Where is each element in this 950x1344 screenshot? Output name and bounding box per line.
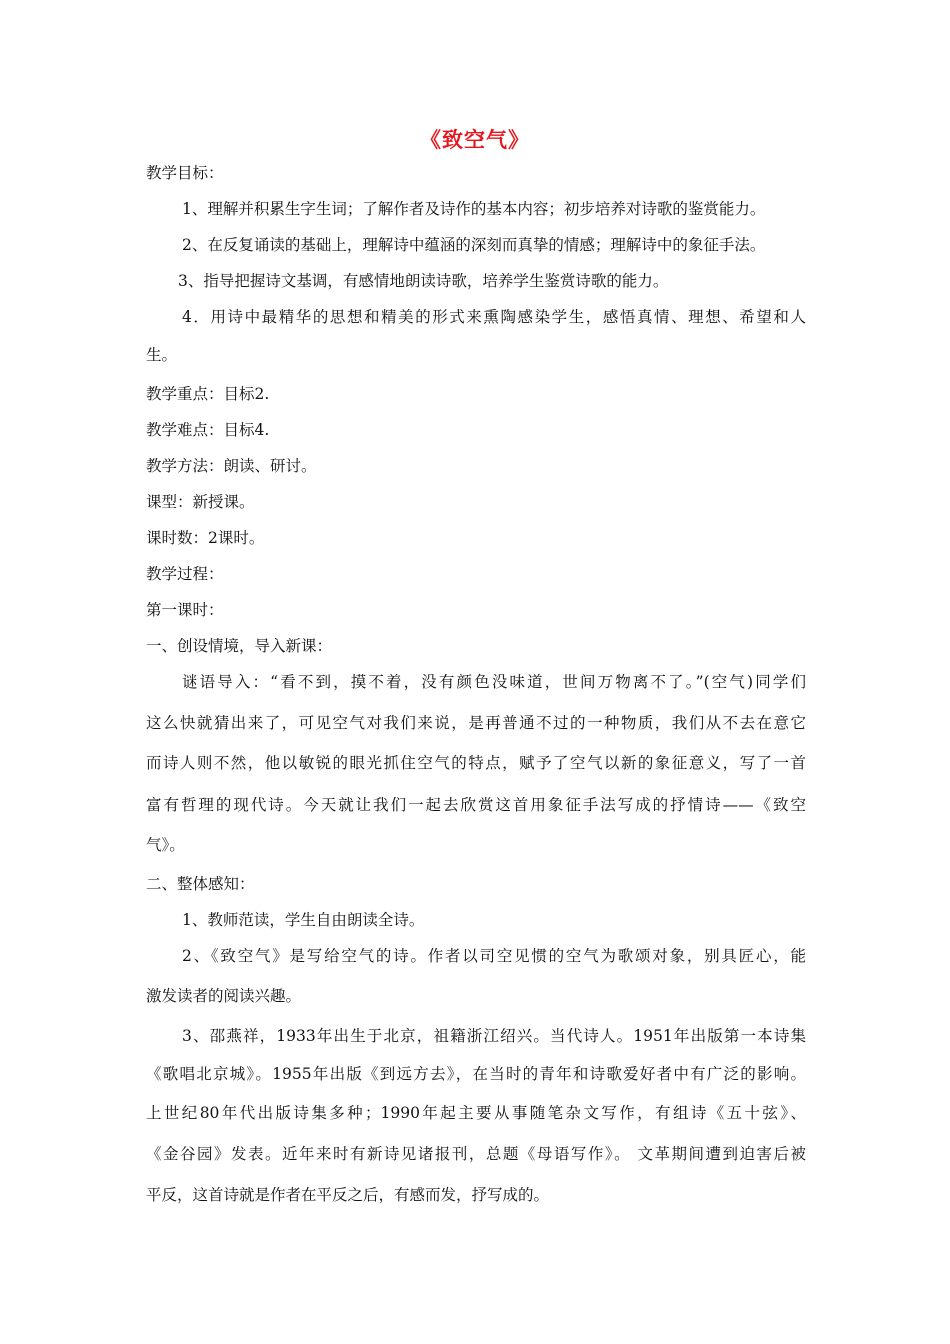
section-heading-process: 教学过程： xyxy=(146,565,224,583)
teaching-method: 教学方法：朗读、研讨。 xyxy=(146,457,317,475)
objective-4-continued: 生。 xyxy=(146,346,178,364)
lesson-hours: 课时数：2课时。 xyxy=(146,529,265,547)
objective-3: 3、指导把握诗文基调，有感情地朗读诗歌，培养学生鉴赏诗歌的能力。 xyxy=(178,272,669,290)
intro-paragraph-line-1: 谜语导入：“看不到，摸不着，没有颜色没味道，世间万物离不了。”(空气)同学们 xyxy=(182,673,806,691)
objective-4: 4．用诗中最精华的思想和精美的形式来熏陶感染学生，感悟真情、理想、希望和人 xyxy=(182,308,806,326)
author-bio-line-4: 《金谷园》发表。近年来时有新诗见诸报刊，总题《母语写作》。 文革期间遭到迫害后被 xyxy=(146,1145,806,1163)
intro-paragraph-line-2: 这么快就猜出来了，可见空气对我们来说，是再普通不过的一种物质，我们从不去在意它 xyxy=(146,714,806,732)
difficult-point: 教学难点：目标4. xyxy=(146,421,270,439)
perception-item-1: 1、教师范读，学生自由朗读全诗。 xyxy=(182,911,425,929)
first-lesson-heading: 第一课时： xyxy=(146,601,224,619)
intro-paragraph-line-4: 富有哲理的现代诗。今天就让我们一起去欣赏这首用象征手法写成的抒情诗——《致空 xyxy=(146,796,806,814)
part-two-heading: 二、整体感知： xyxy=(146,875,255,893)
lesson-type: 课型：新授课。 xyxy=(146,493,255,511)
author-bio-line-3: 上世纪80年代出版诗集多种；1990年起主要从事随笔杂文写作，有组诗《五十弦》、 xyxy=(146,1104,806,1122)
author-bio-line-1: 3、邵燕祥，1933年出生于北京，祖籍浙江绍兴。当代诗人。1951年出版第一本诗集 xyxy=(182,1027,806,1045)
intro-paragraph-line-5: 气》。 xyxy=(146,836,185,854)
objective-2: 2、在反复诵读的基础上，理解诗中蕴涵的深刻而真挚的情感；理解诗中的象征手法。 xyxy=(182,236,766,254)
key-point: 教学重点：目标2. xyxy=(146,385,270,403)
perception-item-2-line-2: 激发读者的阅读兴趣。 xyxy=(146,987,302,1005)
author-bio-line-2: 《歌唱北京城》。1955年出版《到远方去》，在当时的青年和诗歌爱好者中有广泛的影响。 xyxy=(146,1065,806,1083)
author-bio-line-5: 平反，这首诗就是作者在平反之后，有感而发，抒写成的。 xyxy=(146,1186,550,1204)
section-heading-objectives: 教学目标： xyxy=(146,164,224,182)
part-one-heading: 一、创设情境，导入新课： xyxy=(146,637,333,655)
perception-item-2-line-1: 2、《致空气》是写给空气的诗。作者以司空见惯的空气为歌颂对象，别具匠心，能 xyxy=(182,947,806,965)
objective-1: 1、理解并积累生字生词；了解作者及诗作的基本内容；初步培养对诗歌的鉴赏能力。 xyxy=(182,200,766,218)
document-title: 《致空气》 xyxy=(420,128,530,152)
intro-paragraph-line-3: 而诗人则不然，他以敏锐的眼光抓住空气的特点，赋予了空气以新的象征意义，写了一首 xyxy=(146,754,806,772)
